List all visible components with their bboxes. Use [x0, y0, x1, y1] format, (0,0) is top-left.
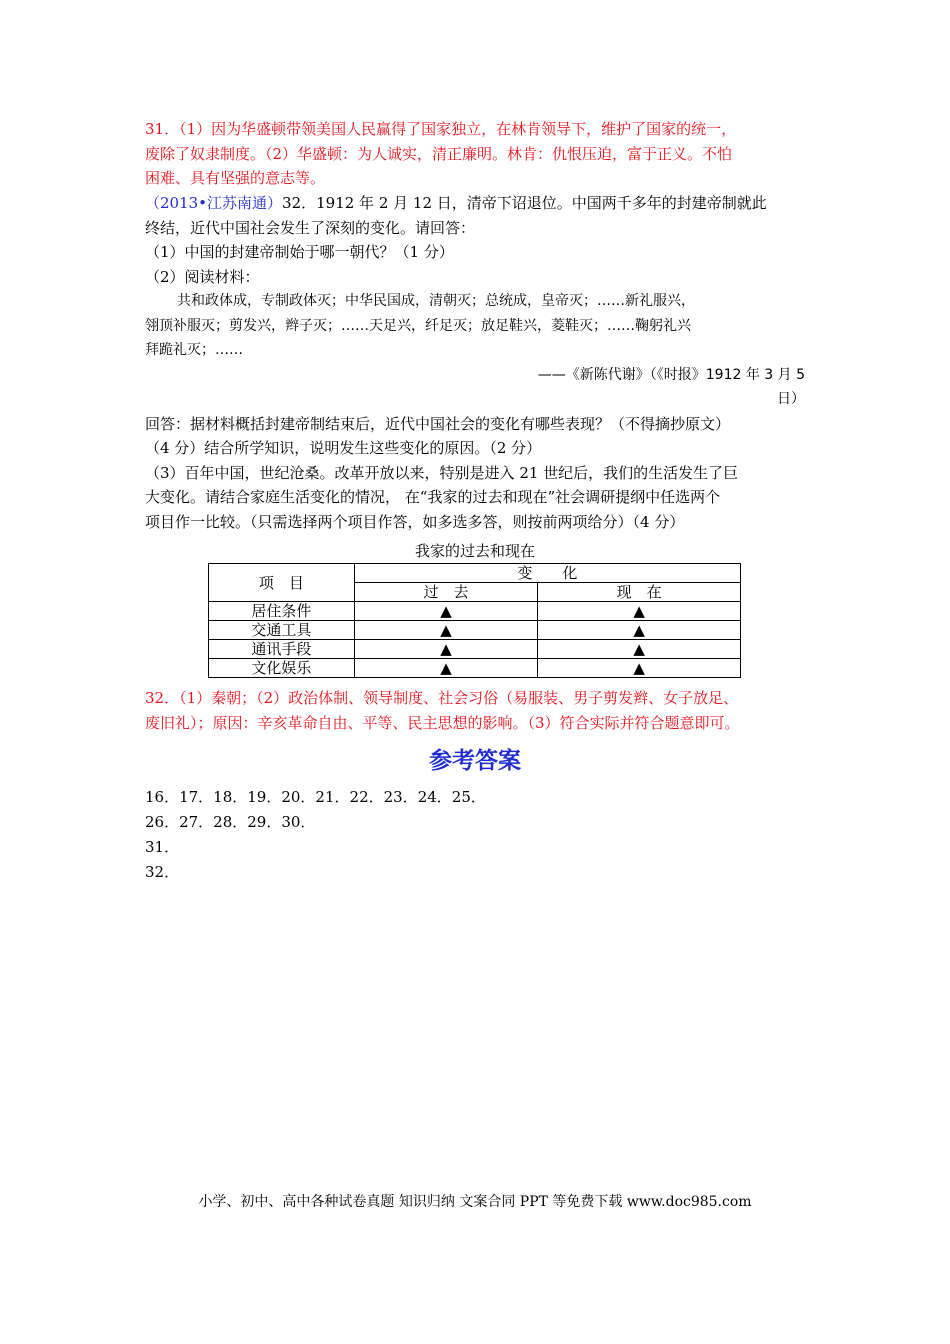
row-past-marker: ▲ — [354, 621, 538, 640]
page-footer: 小学、初中、高中各种试卷真题 知识归纳 文案合同 PPT 等免费下载 www.doc985.com — [198, 1194, 752, 1210]
table-header-row — [209, 564, 741, 583]
material-line: 共和政体成，专制政体灭；中华民国成，清朝灭；总统成，皇帝灭；……新礼服兴， — [177, 293, 695, 309]
row-now-marker: ▲ — [538, 640, 741, 659]
answer-32-line: 废旧礼）；原因：辛亥革命自由、平等、民主思想的影响。（3）符合实际并符合题意即可。 — [145, 713, 740, 732]
header-now: 现 在 — [538, 583, 741, 602]
answer-31-line: 31．（1）因为华盛顿带领美国人民赢得了国家独立，在林肯领导下，维护了国家的统一， — [145, 120, 737, 138]
table-row — [209, 621, 741, 640]
answer-31 — [145, 117, 810, 191]
question-32-part-1: （1）中国的封建帝制始于哪一朝代？（1 分） — [145, 243, 454, 261]
material-source-cont: 日） — [777, 391, 805, 407]
question-32 — [145, 191, 810, 534]
row-item: 居住条件 — [209, 602, 355, 621]
table-row — [209, 640, 741, 659]
question-32-intro-cont: 终结，近代中国社会发生了深刻的变化。请回答： — [145, 218, 476, 237]
table-row — [209, 602, 741, 621]
material-line: 翎顶补服灭；剪发兴，辫子灭；……天足兴，纤足灭；放足鞋兴，菱鞋灭；……鞠躬礼兴 — [145, 317, 691, 334]
reference-answer-line: 31． — [145, 838, 180, 856]
reference-answers-list — [145, 785, 486, 885]
reference-answer-line: 32． — [145, 863, 180, 881]
header-change: 变 化 — [354, 564, 740, 583]
table-row — [209, 659, 741, 678]
row-past-marker: ▲ — [354, 640, 538, 659]
question-32-part-2-prompt: 回答：据材料概括封建帝制结束后，近代中国社会的变化有哪些表现？（不得摘抄原文） — [145, 414, 731, 433]
row-now-marker: ▲ — [538, 659, 741, 678]
header-past: 过 去 — [354, 583, 538, 602]
question-32-part-3: 大变化。请结合家庭生活变化的情况， 在“我家的过去和现在”社会调研提纲中任选两个 — [145, 488, 721, 506]
question-32-part-2-prompt-cont: （4 分）结合所学知识，说明发生这些变化的原因。（2 分） — [145, 439, 542, 457]
answer-31-line: 废除了奴隶制度。（2）华盛顿：为人诚实，清正廉明。林肯：仇恨压迫，富于正义。不怕 — [145, 144, 733, 163]
reference-answer-line: 26．27．28．29．30． — [145, 813, 316, 831]
row-now-marker: ▲ — [538, 621, 741, 640]
question-32-part-3: 项目作一比较。（只需选择两个项目作答，如多选多答，则按前两项给分）（4 分） — [145, 512, 685, 531]
question-source: （2013•江苏南通） — [145, 194, 283, 212]
answer-32-line: 32．（1）秦朝；（2）政治体制、领导制度、社会习俗（易服装、男子剪发辫、女子放足、 — [145, 689, 739, 707]
row-item: 交通工具 — [209, 621, 355, 640]
row-past-marker: ▲ — [354, 659, 538, 678]
material-source: ——《新陈代谢》（《时报》1912 年 3 月 5 — [537, 366, 805, 383]
material-line: 拜跪礼灭；…… — [145, 342, 243, 358]
question-32-intro — [145, 191, 810, 216]
answer-32 — [145, 686, 810, 735]
reference-answers-title: 参考答案 — [429, 748, 521, 774]
question-32-part-2: （2）阅读材料： — [145, 267, 260, 286]
row-item: 文化娱乐 — [209, 659, 355, 678]
survey-table — [208, 563, 741, 678]
row-item: 通讯手段 — [209, 640, 355, 659]
answer-31-line: 困难、具有坚强的意志等。 — [145, 169, 326, 187]
question-32-intro-text: 32．1912 年 2 月 12 日，清帝下诏退位。中国两千多年的封建帝制就此 — [282, 194, 767, 212]
reference-answer-line: 16．17．18．19．20．21．22．23．24．25． — [145, 788, 486, 806]
table-caption: 我家的过去和现在 — [414, 542, 535, 560]
header-item: 项 目 — [209, 564, 355, 602]
row-now-marker: ▲ — [538, 602, 741, 621]
question-32-part-3: （3）百年中国，世纪沧桑。改革开放以来，特别是进入 21 世纪后，我们的生活发生了巨 — [145, 463, 739, 482]
row-past-marker: ▲ — [354, 602, 538, 621]
